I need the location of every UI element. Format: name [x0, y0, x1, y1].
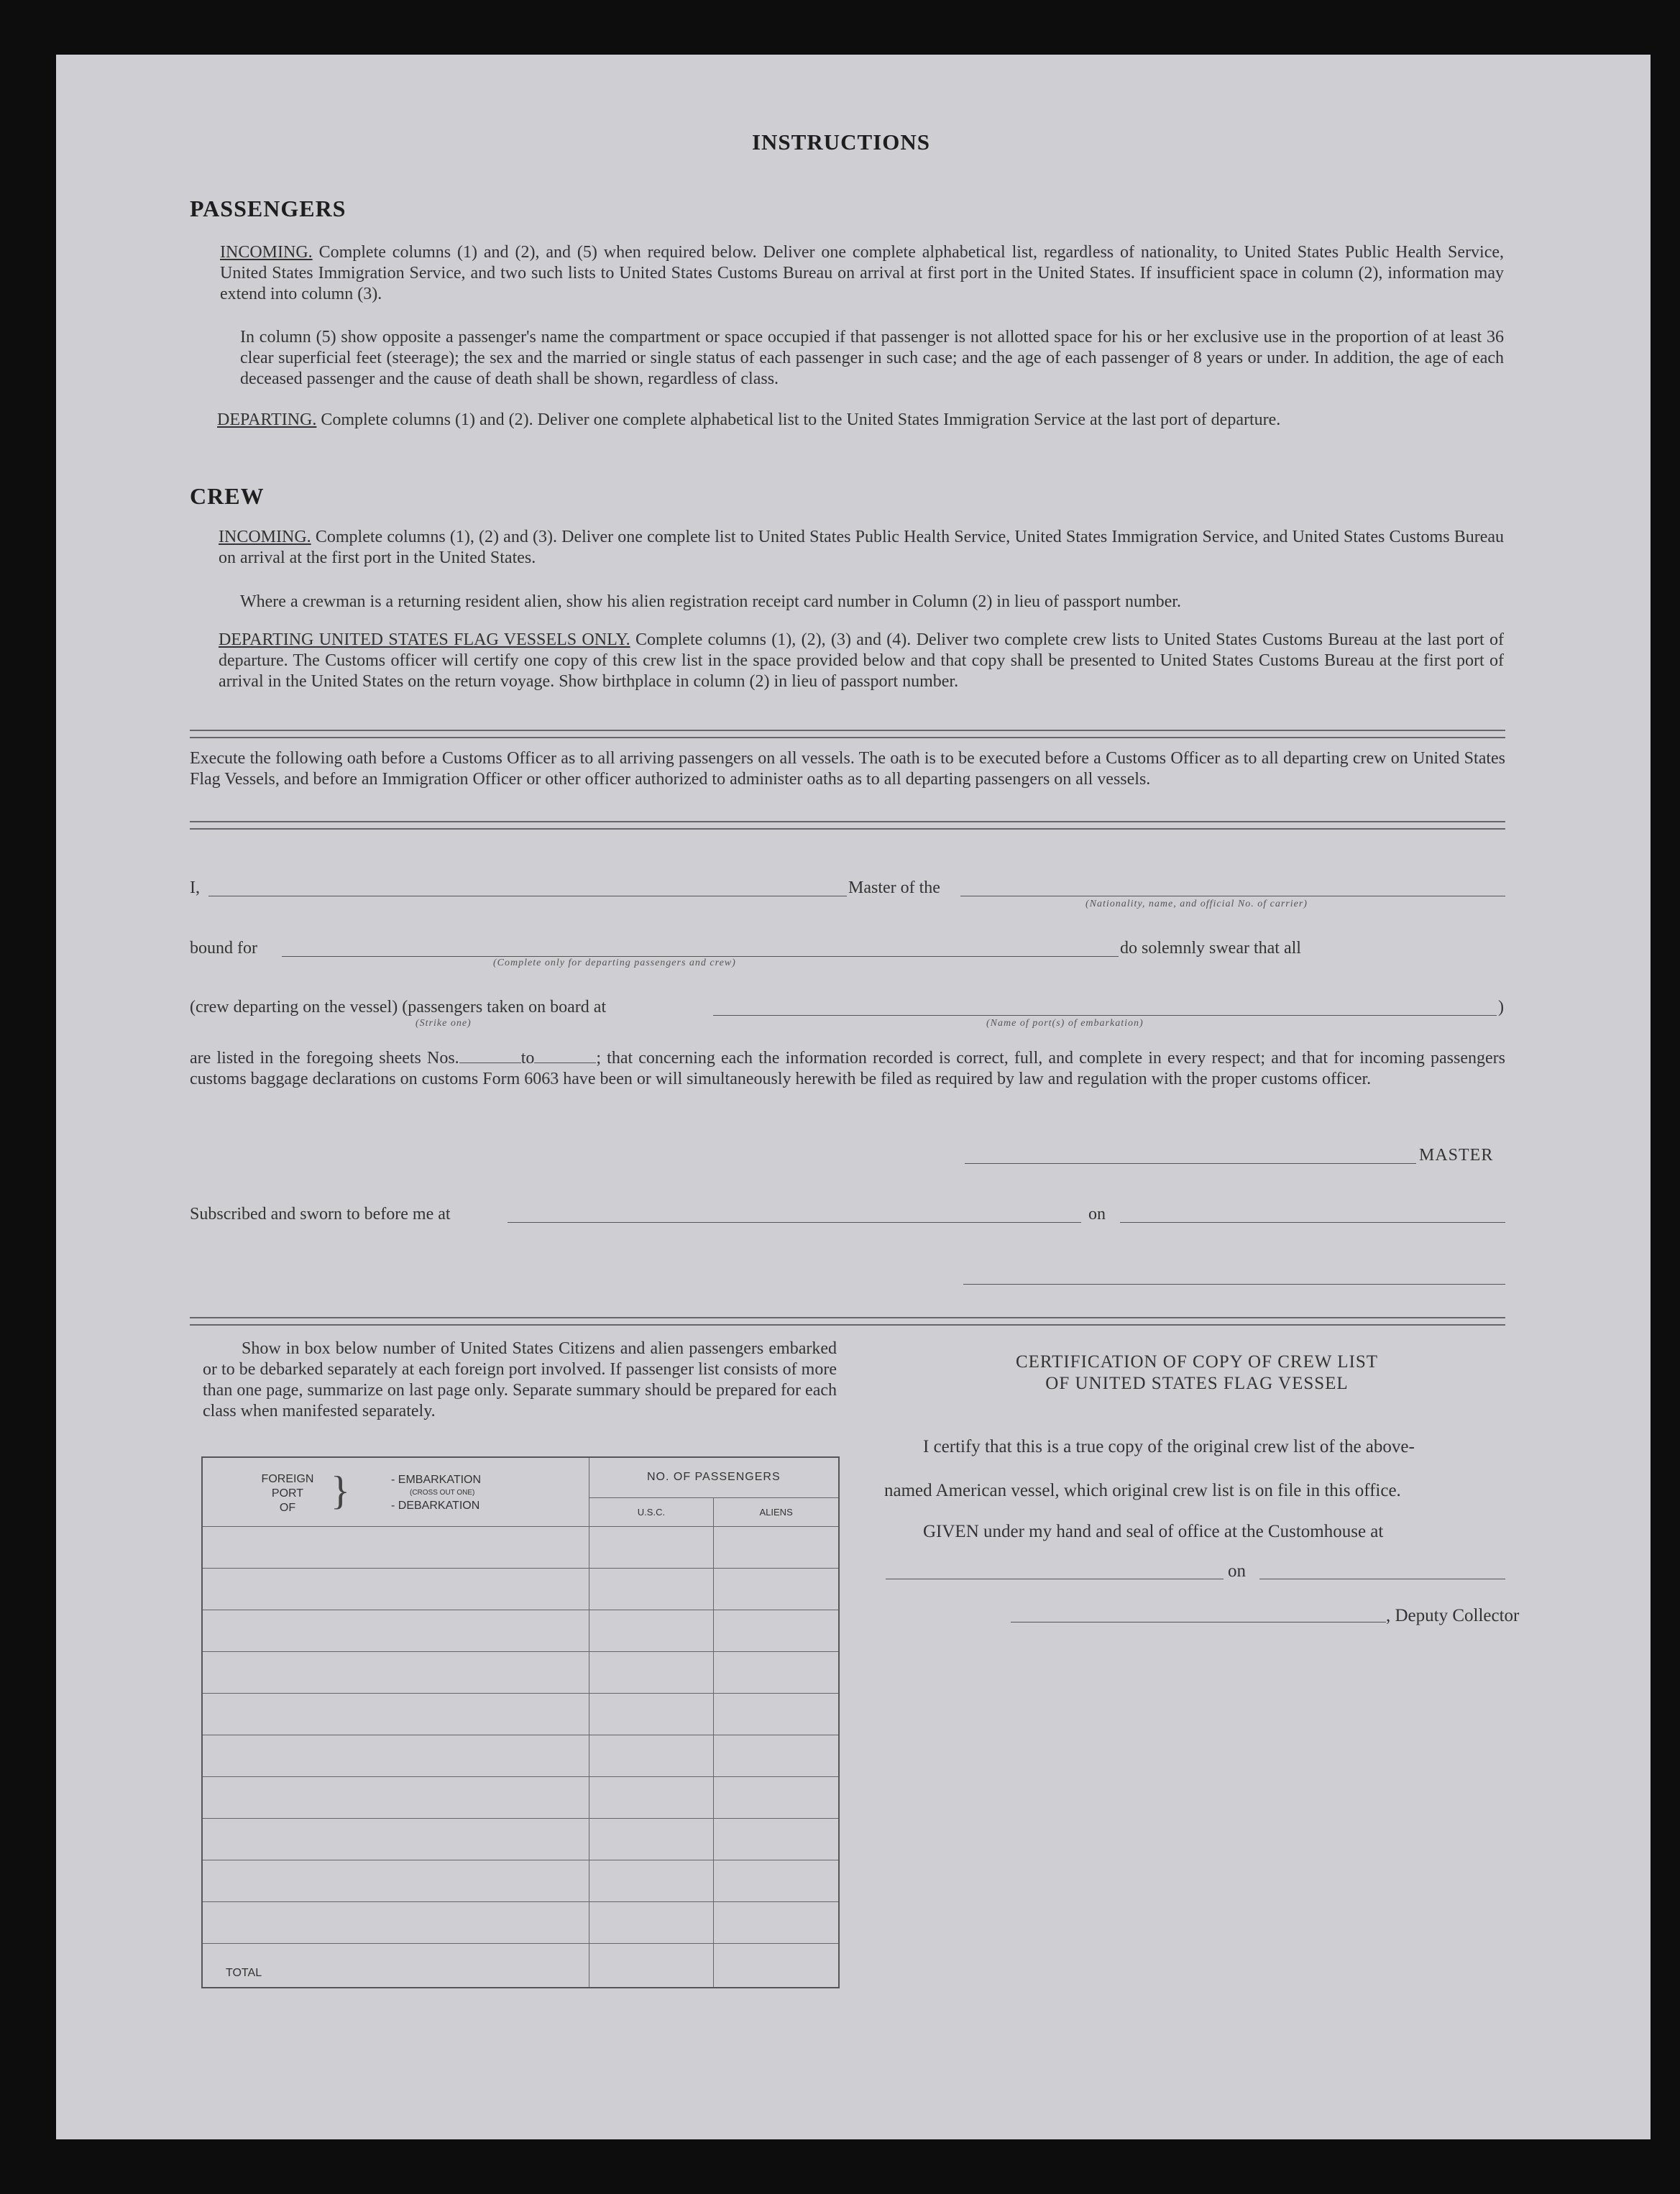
- carrier-hint: (Nationality, name, and official No. of carrier): [1085, 899, 1308, 909]
- usc-header: U.S.C.: [589, 1497, 714, 1526]
- oath-instructions: Execute the following oath before a Customs Officer as to all arriving passengers on all vessels. The oath is to be executed before a Customs Officer as to all departing crew on United States Flag Vessels, and before an Immigration Officer or other officer authorized to administer oaths as to all departing passengers on all vessels.: [190, 749, 1505, 789]
- port-label: PORT: [271, 1487, 304, 1500]
- table-row: [202, 1526, 839, 1568]
- officer-signature-field[interactable]: [963, 1284, 1505, 1285]
- listed-statement: ; that concerning each the information recorded is correct, full, and complete in every respect; and that for incoming passengers customs baggage declarations on customs Form 6063 have been or will simultaneously herewith be filed as required by law and regulation with the proper customs officer.: [190, 1049, 1505, 1088]
- divider: [190, 1317, 1505, 1326]
- usc-cell[interactable]: [589, 1735, 714, 1776]
- passenger-summary-table: [201, 1456, 840, 1988]
- strike-one-hint: (Strike one): [416, 1018, 472, 1029]
- crew-incoming-label: INCOMING.: [219, 528, 311, 546]
- divider: [190, 821, 1505, 830]
- passengers-incoming-text: Complete columns (1) and (2), and (5) when required below. Deliver one complete alphabetical list, regardless of nationality, to United States Public Health Service, United States Immigration Service, and two such lists to United States Customs Bureau on arrival at first port in the United States. If insufficient space in column (2), information may extend into column (3).: [220, 243, 1505, 303]
- usc-cell[interactable]: [589, 1818, 714, 1860]
- port-cell[interactable]: [202, 1693, 589, 1735]
- embarkation-port-hint: (Name of port(s) of embarkation): [986, 1018, 1144, 1029]
- port-cell[interactable]: [202, 1901, 589, 1943]
- table-row: [202, 1860, 839, 1901]
- of-label: OF: [279, 1502, 296, 1514]
- certification-heading: [891, 1351, 1502, 1395]
- aliens-cell[interactable]: [714, 1568, 839, 1610]
- certification-heading-line1: CERTIFICATION OF COPY OF CREW LIST: [1015, 1352, 1379, 1372]
- passengers-incoming-paragraph: [220, 242, 1504, 305]
- table-row: [202, 1735, 839, 1776]
- sheet-to-field[interactable]: [534, 1062, 596, 1063]
- passengers-heading: PASSENGERS: [190, 196, 346, 221]
- aliens-cell[interactable]: [714, 1818, 839, 1860]
- aliens-cell[interactable]: [714, 1776, 839, 1818]
- table-row: [202, 1610, 839, 1651]
- usc-cell[interactable]: [589, 1860, 714, 1901]
- passengers-column5-paragraph: In column (5) show opposite a passenger's name the compartment or space occupied if that passenger is not allotted space for his or her exclusive use in the proportion of at least 36 clear superficial feet (steerage); the sex and the married or single status of each passenger in such case; and the age of each passenger of 8 years or under. In addition, the age of each deceased passenger and the cause of death shall be shown, regardless of class.: [240, 328, 1504, 388]
- summary-note: Show in box below number of United States Citizens and alien passengers embarked or to be debarked separately at each foreign port involved. If passenger list consists of more than one page, summarize on last page only. Separate summary should be prepared for each class when manifested separately.: [203, 1339, 837, 1420]
- listed-label: are listed in the foregoing sheets Nos.: [190, 1049, 459, 1068]
- total-label: TOTAL: [202, 1943, 589, 1988]
- embarkation-label: - EMBARKATION: [391, 1474, 482, 1486]
- oath-statement: [190, 1048, 1505, 1090]
- total-row: [202, 1943, 839, 1988]
- oath-i-label: I,: [190, 878, 200, 897]
- usc-cell[interactable]: [589, 1776, 714, 1818]
- crew-departing-text: Complete columns (1), (2), (3) and (4). Deliver two complete crew lists to United States Customs Bureau at the last port of departure. The Customs officer will certify one copy of this crew list in the space provided below and that copy shall be presented to United States Customs Bureau at the first port of arrival in the United States on the return voyage. Show birthplace in column (2) in lieu of passport number.: [219, 630, 1505, 691]
- bound-for-hint: (Complete only for departing passengers and crew): [493, 958, 736, 968]
- certification-heading-line2: OF UNITED STATES FLAG VESSEL: [1045, 1374, 1349, 1393]
- port-header-cell: [202, 1457, 589, 1526]
- master-of-label: Master of the: [848, 878, 940, 897]
- page-title: INSTRUCTIONS: [751, 129, 930, 155]
- crew-resident-paragraph: Where a crewman is a returning resident alien, show his alien registration receipt card number in Column (2) in lieu of passport number.: [240, 592, 1181, 611]
- table-row: [202, 1901, 839, 1943]
- passengers-incoming-label: INCOMING.: [220, 243, 313, 262]
- subscribed-date-field[interactable]: [1120, 1222, 1505, 1223]
- certification-line2: named American vessel, which original crew list is on file in this office.: [884, 1481, 1401, 1500]
- port-cell[interactable]: [202, 1651, 589, 1693]
- master-signature-field[interactable]: [965, 1163, 1416, 1164]
- divider: [190, 730, 1505, 738]
- close-paren: ): [1498, 998, 1504, 1016]
- aliens-total-cell[interactable]: [714, 1943, 839, 1988]
- aliens-header: ALIENS: [714, 1497, 839, 1526]
- port-cell[interactable]: [202, 1860, 589, 1901]
- passengers-departing-paragraph: [217, 410, 1504, 431]
- aliens-cell[interactable]: [714, 1860, 839, 1901]
- listed-to-label: to: [520, 1049, 535, 1068]
- crew-departing-paragraph: [219, 630, 1504, 692]
- crew-incoming-paragraph: [219, 527, 1504, 569]
- port-cell[interactable]: [202, 1610, 589, 1651]
- no-passengers-header: NO. OF PASSENGERS: [589, 1457, 839, 1497]
- foreign-label: FOREIGN: [261, 1473, 314, 1485]
- aliens-cell[interactable]: [714, 1693, 839, 1735]
- brace-icon: }: [331, 1469, 350, 1513]
- usc-cell[interactable]: [589, 1610, 714, 1651]
- aliens-cell[interactable]: [714, 1526, 839, 1568]
- crew-incoming-text: Complete columns (1), (2) and (3). Deliver one complete list to United States Public Health Service, United States Immigration Service, and United States Customs Bureau on arrival at the first port in the United States.: [219, 528, 1505, 567]
- bound-for-field[interactable]: [282, 956, 1119, 957]
- certification-line3: GIVEN under my hand and seal of office at the Customhouse at: [923, 1522, 1384, 1541]
- aliens-cell[interactable]: [714, 1735, 839, 1776]
- passengers-departing-text: Complete columns (1) and (2). Deliver one complete alphabetical list to the United States Immigration Service at the last port of departure.: [321, 410, 1281, 429]
- crew-departing-label: DEPARTING UNITED STATES FLAG VESSELS ONLY.: [219, 630, 630, 649]
- usc-cell[interactable]: [589, 1651, 714, 1693]
- subscribed-on-label: on: [1088, 1205, 1106, 1224]
- table-row: [202, 1693, 839, 1735]
- certification-line1: I certify that this is a true copy of the original crew list of the above-: [923, 1437, 1415, 1456]
- usc-cell[interactable]: [589, 1693, 714, 1735]
- deputy-collector-label: , Deputy Collector: [1386, 1606, 1520, 1625]
- port-cell[interactable]: [202, 1735, 589, 1776]
- port-cell[interactable]: [202, 1818, 589, 1860]
- usc-cell[interactable]: [589, 1526, 714, 1568]
- sheet-from-field[interactable]: [459, 1062, 521, 1063]
- crew-heading: CREW: [190, 483, 265, 509]
- table-row: [202, 1776, 839, 1818]
- debarkation-label: - DEBARKATION: [391, 1500, 480, 1512]
- embarkation-port-field[interactable]: [713, 1015, 1497, 1016]
- passengers-departing-label: DEPARTING.: [217, 410, 317, 429]
- aliens-cell[interactable]: [714, 1610, 839, 1651]
- port-cell[interactable]: [202, 1526, 589, 1568]
- subscribed-place-field[interactable]: [508, 1222, 1081, 1223]
- table-row: [202, 1818, 839, 1860]
- usc-cell[interactable]: [589, 1901, 714, 1943]
- table-row: [202, 1568, 839, 1610]
- aliens-cell[interactable]: [714, 1651, 839, 1693]
- port-cell[interactable]: [202, 1568, 589, 1610]
- subscribed-label: Subscribed and sworn to before me at: [190, 1205, 451, 1224]
- bound-for-label: bound for: [190, 939, 257, 958]
- usc-cell[interactable]: [589, 1568, 714, 1610]
- aliens-cell[interactable]: [714, 1901, 839, 1943]
- table-row: [202, 1651, 839, 1693]
- master-label: MASTER: [1419, 1146, 1494, 1165]
- swear-label: do solemnly swear that all: [1120, 939, 1301, 958]
- crew-passengers-label: (crew departing on the vessel) (passengers taken on board at: [190, 998, 607, 1016]
- usc-total-cell[interactable]: [589, 1943, 714, 1988]
- port-cell[interactable]: [202, 1776, 589, 1818]
- cross-out-label: (CROSS OUT ONE): [410, 1489, 475, 1497]
- certification-on-label: on: [1228, 1561, 1246, 1581]
